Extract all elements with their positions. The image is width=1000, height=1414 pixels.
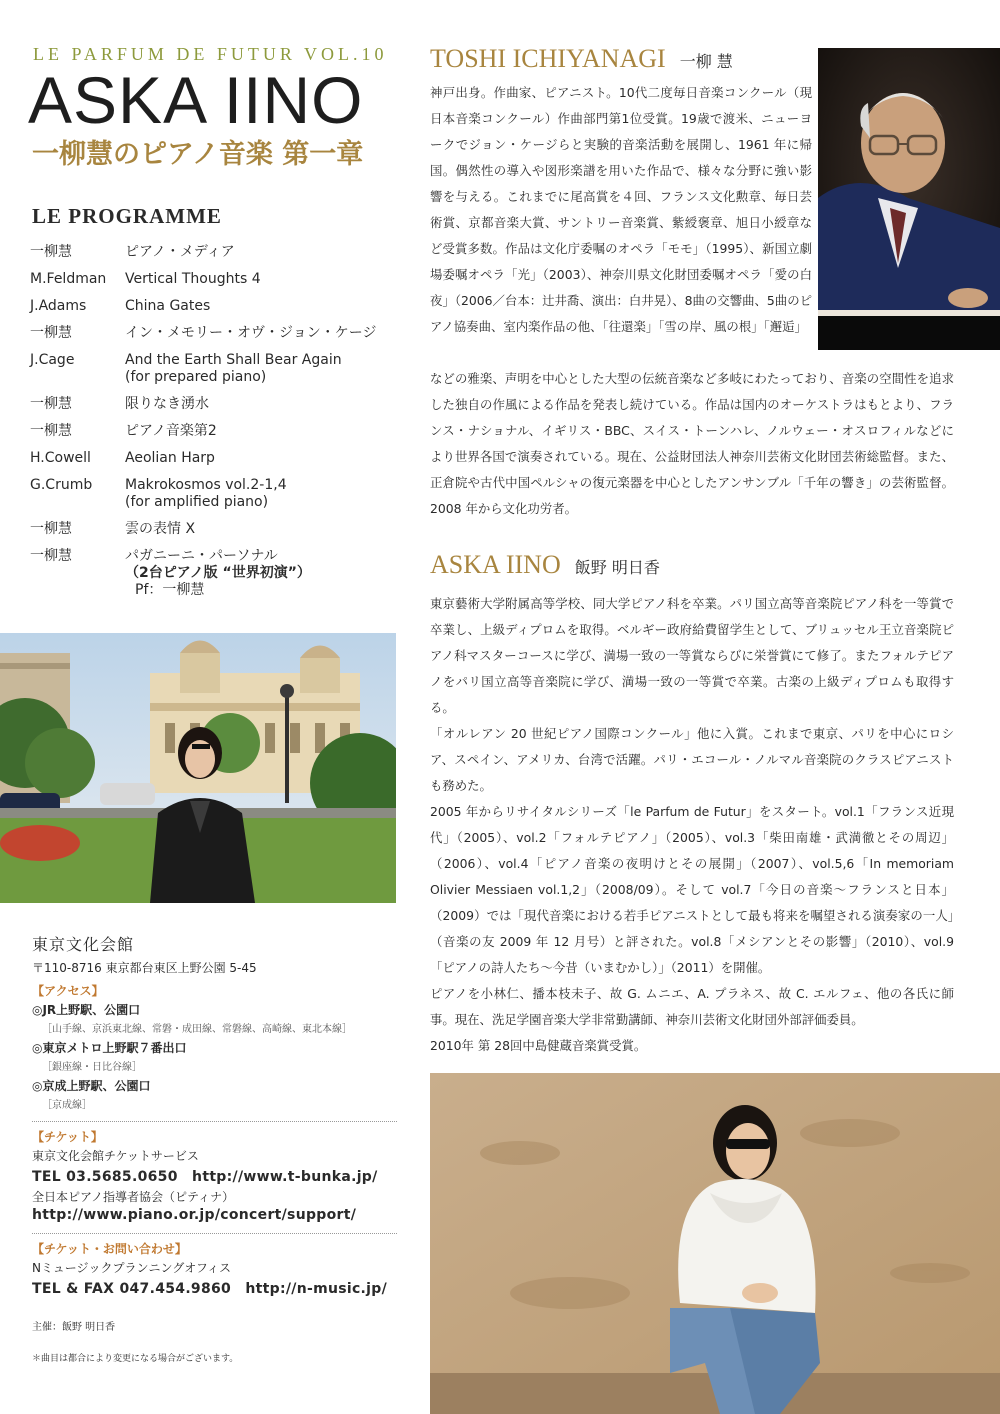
pianist-outdoor-photo [0,633,396,903]
programme-item [30,548,400,599]
composer: 一柳慧 [30,396,72,412]
ticket-label: 【チケット】 [32,1130,103,1144]
composer: 一柳慧 [30,521,72,537]
composer-name-kanji: 一柳 慧 [679,52,733,71]
composer: G.Crumb [30,477,93,493]
programme-item [30,450,400,467]
bio-paragraph: 「オルレアン 20 世紀ピアノ国際コンクール」他に入賞。これまで東京、パリを中心にロシア、スペイン、アメリカ、台湾で活躍。パリ・エコール・ノルマル音楽院のクラスピアニストも務めた。 [430,726,954,793]
inquiry-office: Nミュージックプランニングオフィス [32,1261,231,1275]
composer: H.Cowell [30,450,91,466]
bio-paragraph: などの雅楽、声明を中心とした大型の伝統音楽など多岐にわたっており、音楽の空間性を追求した独自の作風による作品を発表し続けている。作品は国内のオーケストラはもとより、フランス・ナショナル、イギリス・BBC、スイス・トーンハレ、ノルウェー・オスロフィルなどにより世界各国で演奏されている。現在、公益財団法人神奈川芸術文化財団芸術総監督。また、正倉院や古代中国ペルシャの復元楽器を中心としたアンサンブル「千年の響き」の芸術監督。2008 年から文化功労者。 [430,371,954,516]
bio-paragraph: 神戸出身。作曲家、ピアニスト。10代二度毎日音楽コンクール（現日本音楽コンクール）作曲部門第1位受賞。19歳で渡米、ニューヨークでジョン・ケージらと実験的音楽活動を展開し、1961 年に帰国。偶然性の導入や図形楽譜を用いた作品で、様々な分野に強い影響を与える。これまでに尾高賞を４回、フランス文化勲章、毎日芸術賞、京都音楽大賞、サントリー音楽賞、紫綬褒章、旭日小綬章など受賞多数。作品は文化庁委嘱のオペラ「モモ」（1995）、新国立劇場委嘱オペラ「光」（2003）、神奈川県文化財団委嘱オペラ「愛の白夜」（2006／台本：辻井喬、演出：白井晃）、8曲の交響曲、5曲のピアノ協奏曲、室内楽作品の他、「往還楽」「雪の岸、風の根」「邂逅」 [430,85,812,334]
composer: 一柳慧 [30,548,72,564]
bio-paragraph: 2005 年からリサイタルシリーズ「le Parfum de Futur」をスタート。vol.1「フランス近現代」（2005）、vol.2「フォルテピアノ」（2005）、vol.3「柴田南雄・武満徹とその周辺」（2006）、vol.4「ピアノ音楽の夜明けとその展開」（2007）、vol.5,6「In memoriam Olivier Messiaen vol.1,2」（2008/09）。そして vol.7「今日の音楽～フランスと日本」（2009）では「現代音楽における若手ピアニストとして最も将来を嘱望される演奏家の一人」（音楽の友 2009 年 12 月号）と評された。vol.8「メシアンとその影響」（2010）、vol.9「ピアノの詩人たち～今昔（いまむかし）」（2011）を開催。 [430,804,954,975]
concert-title: 一柳慧のピアノ音楽 第一章 [32,139,364,170]
station-lines: ［京成線］ [42,1100,92,1111]
work-title-main: パガニーニ・パーソナル [125,548,278,564]
pianist-seated-photo [430,1073,1000,1414]
performer-note: Pf：一柳慧 [135,582,205,598]
composer-bio-continued [430,366,954,522]
station-lines: ［銀座線・日比谷線］ [42,1062,142,1073]
station-lines: ［山手線、京浜東北線、常磐・成田線、常磐線、高崎線、東北本線］ [42,1024,352,1035]
program-change-note: ＊曲目は都合により変更になる場合がございます。 [32,1354,239,1364]
station-name: ◎JR上野駅、公園口 [32,1003,141,1017]
bio-paragraph: 東京藝術大学附属高等学校、同大学ピアノ科を卒業。パリ国立高等音楽院ピアノ科を一等賞で卒業し、上級ディプロムを取得。ベルギー政府給費留学生として、ブリュッセル王立音楽院ピアノ科マスターコースに学び、満場一致の一等賞ならびに栄誉賞にて修了。またフォルテピアノをパリ国立高等音楽院に学び、満場一致の一等賞で卒業。古楽の上級ディプロムも取得する。 [430,596,954,715]
programme-item [30,396,400,413]
work-note: (for prepared piano) [125,369,267,385]
composer: M.Feldman [30,271,107,287]
composer: 一柳慧 [30,244,72,260]
work-title: 雲の表情 X [125,521,196,537]
bio-paragraph: ピアノを小林仁、播本枝未子、故 G. ムニエ、A. プラネス、故 C. エルフェ、他の各氏に師事。現在、洗足学園音楽大学非常勤講師、神奈川芸術文化財団外部評価委員。 [430,986,954,1027]
programme-list [30,244,400,609]
ticket-phone-link[interactable]: TEL 03.5685.0650 http://www.t-bunka.jp/ [32,1169,378,1185]
venue-info [32,932,397,1364]
work-title: Vertical Thoughts 4 [125,271,261,287]
access-label: 【アクセス】 [32,984,104,998]
programme-item [30,352,400,386]
programme-item [30,325,400,342]
composer-name-heading [430,44,733,74]
inquiry-label: 【チケット・お問い合わせ】 [32,1242,187,1256]
composer: J.Adams [30,298,87,314]
composer-bio [430,80,812,340]
work-title [125,352,400,386]
composer: 一柳慧 [30,423,72,439]
work-title-main: And the Earth Shall Bear Again [125,352,342,368]
inquiry-phone-link[interactable]: TEL & FAX 047.454.9860 http://n-music.jp/ [32,1281,388,1297]
composer-portrait-photo [818,48,1000,350]
ticket-organization: 全日本ピアノ指導者協会（ピティナ） [32,1190,235,1204]
station-name: ◎東京メトロ上野駅７番出口 [32,1041,187,1055]
programme-item [30,477,400,511]
composer-name: TOSHI ICHIYANAGI [430,44,666,73]
venue-name: 東京文化会館 [32,935,135,954]
work-title: China Gates [125,298,211,314]
programme-item [30,244,400,261]
work-title: ピアノ音楽第2 [125,423,217,439]
work-title: 限りなき湧水 [125,396,209,412]
sponsor: 主催：飯野 明日香 [32,1322,116,1333]
work-title [125,548,400,599]
programme-item [30,521,400,538]
series-title: LE PARFUM DE FUTUR VOL.10 [33,44,388,64]
work-title [125,477,400,511]
composer: J.Cage [30,352,75,368]
divider [32,1233,397,1234]
pianist-name-kanji: 飯野 明日香 [574,558,660,577]
work-note: （2台ピアノ版 “世界初演”） [125,565,311,581]
bio-paragraph: 2010年 第 28回中島健蔵音楽賞受賞。 [430,1038,647,1053]
work-title: Aeolian Harp [125,450,215,466]
programme-item [30,271,400,288]
pianist-bio [430,591,954,1059]
work-title: ピアノ・メディア [125,244,235,260]
pianist-name: ASKA IINO [430,550,561,579]
work-note: (for amplified piano) [125,494,269,510]
station-name: ◎京成上野駅、公園口 [32,1079,151,1093]
ticket-url-link[interactable]: http://www.piano.or.jp/concert/support/ [32,1207,357,1223]
programme-heading: LE PROGRAMME [32,204,222,228]
composer: 一柳慧 [30,325,72,341]
performer-name: ASKA IINO [28,63,364,137]
programme-item [30,298,400,315]
pianist-name-heading [430,550,660,580]
programme-item [30,423,400,440]
ticket-service: 東京文化会館チケットサービス [32,1149,199,1163]
venue-address: 〒110-8716 東京都台東区上野公園 5-45 [32,961,257,975]
work-title: イン・メモリー・オヴ・ジョン・ケージ [125,325,377,341]
divider [32,1121,397,1122]
work-title-main: Makrokosmos vol.2-1,4 [125,477,287,493]
